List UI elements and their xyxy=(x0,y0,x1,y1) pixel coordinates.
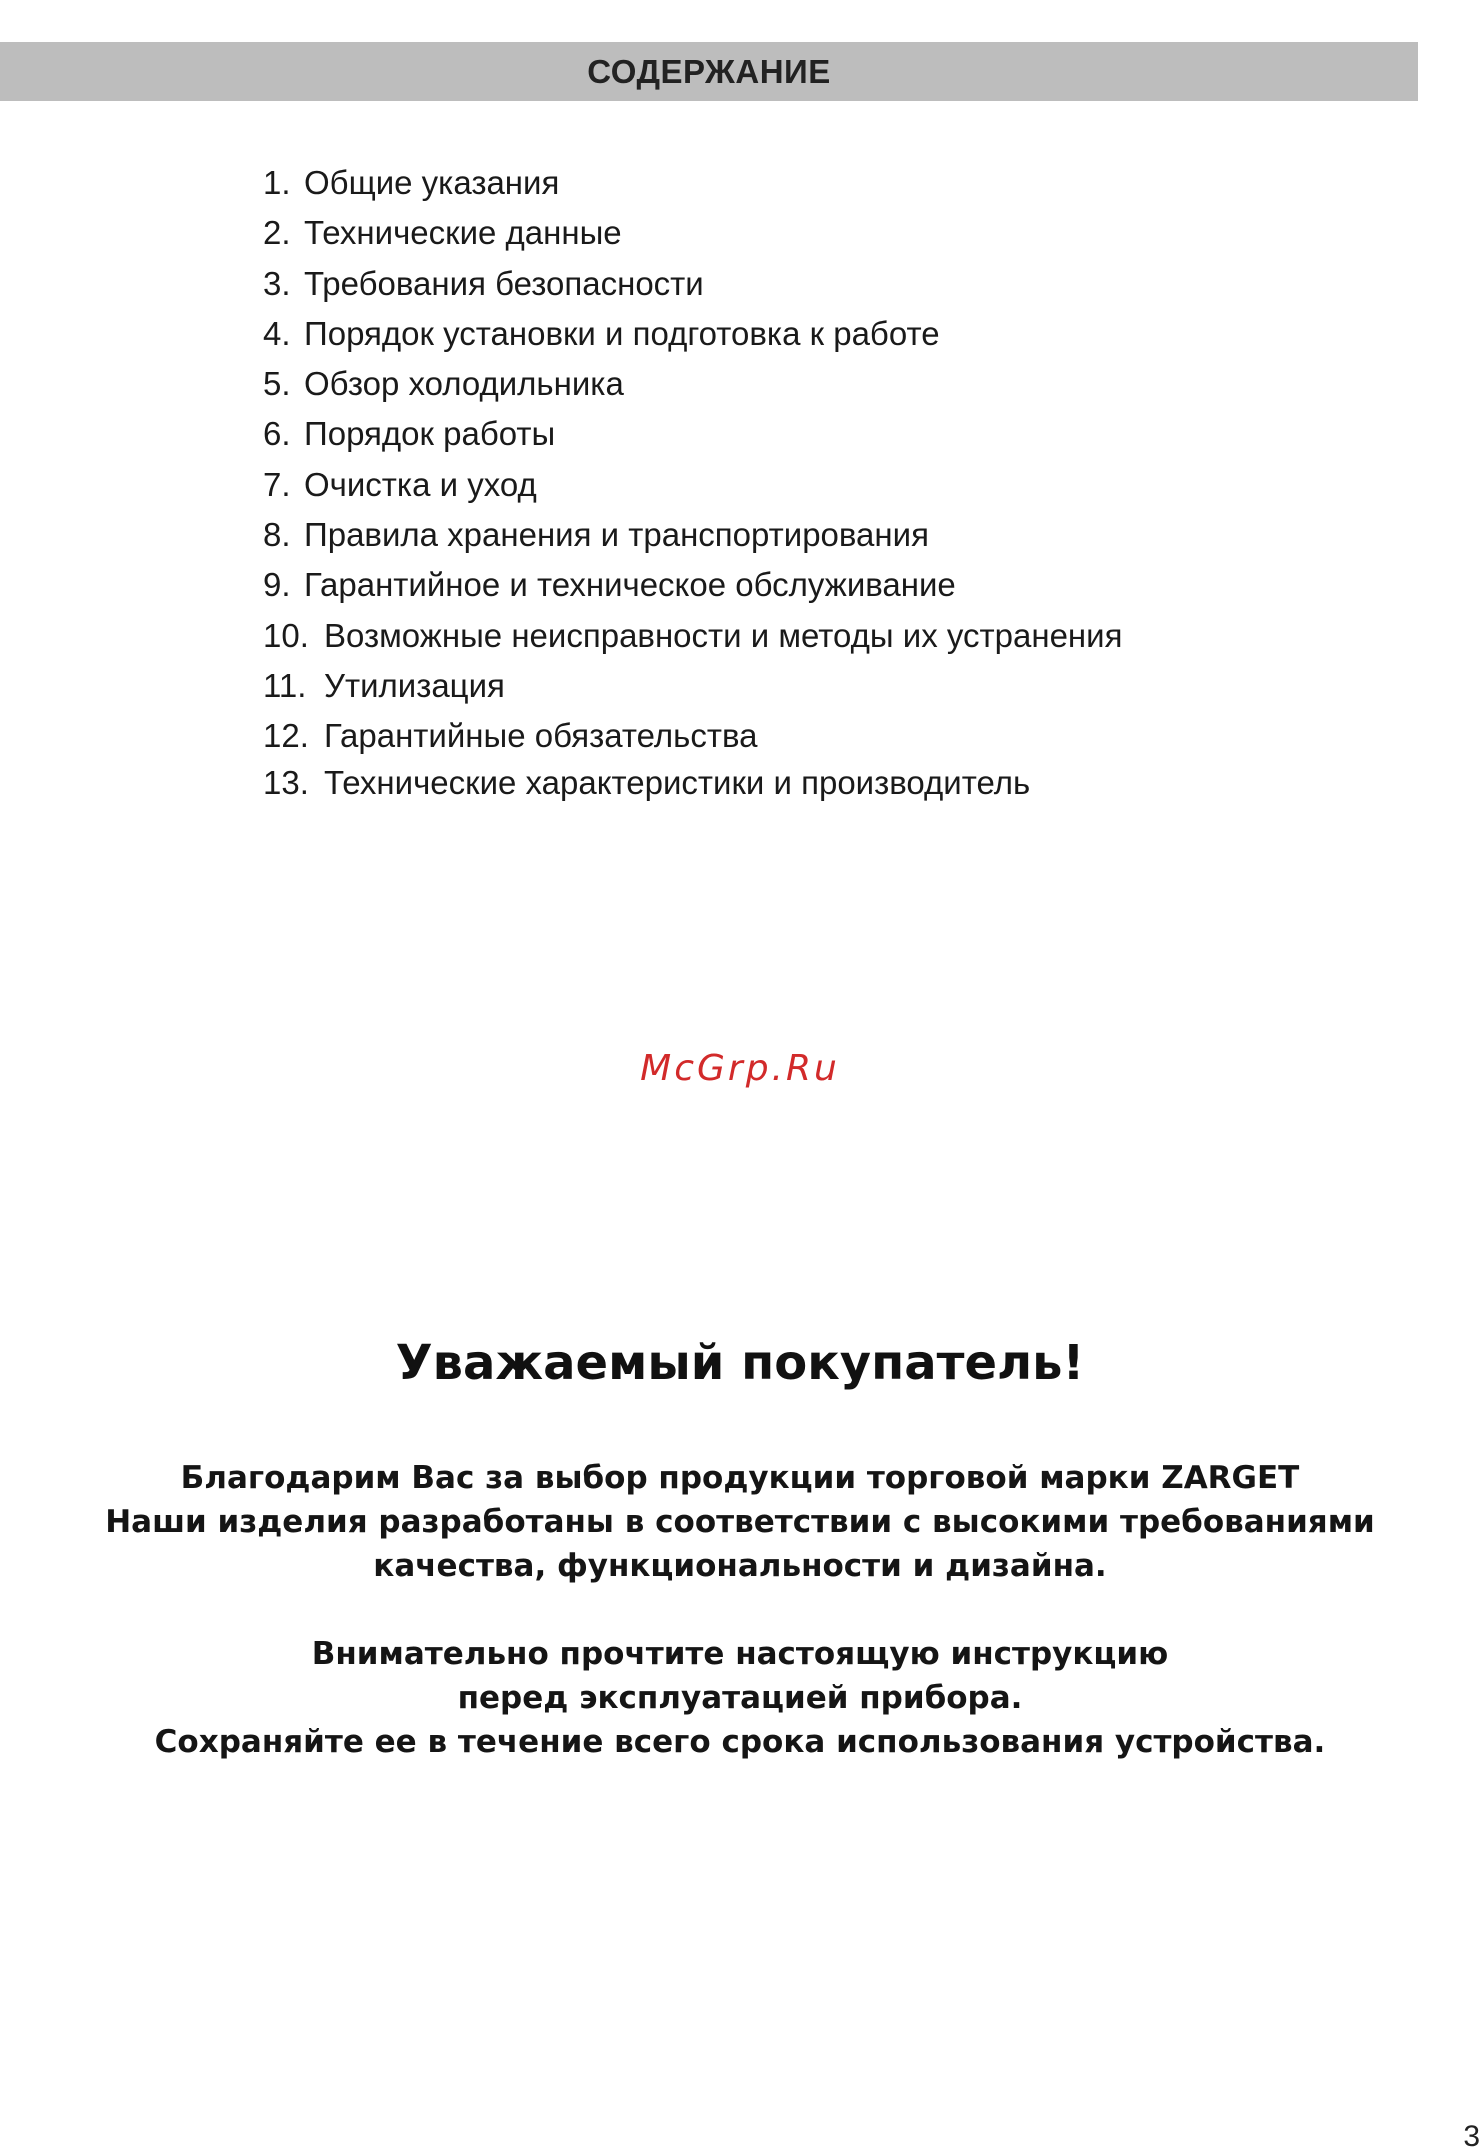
toc-item xyxy=(263,359,1122,409)
toc-item-title: Технические данные xyxy=(304,214,622,252)
toc-item-number: 4. xyxy=(263,314,291,352)
toc-item xyxy=(263,762,1122,804)
toc-item-number: 13. xyxy=(263,763,309,801)
toc-item-number: 8. xyxy=(263,516,291,554)
paragraph-line: перед эксплуатацией прибора. xyxy=(457,1680,1023,1716)
page-title: СОДЕРЖАНИЕ xyxy=(587,52,831,90)
toc-item-title: Общие указания xyxy=(304,164,560,201)
toc-item-title: Требования безопасности xyxy=(304,264,704,302)
toc-item xyxy=(263,460,1122,510)
paragraph-line: качества, функциональности и дизайна. xyxy=(373,1548,1107,1584)
toc-item-number: 7. xyxy=(263,465,291,503)
paragraph-line: Наши изделия разработаны в соответствии с высокими требованиями xyxy=(105,1504,1375,1540)
paragraph-line: Внимательно прочтите настоящую инструкцию xyxy=(311,1636,1169,1672)
toc-item-number: 10. xyxy=(263,616,309,654)
toc-item-title: Возможные неисправности и методы их устранения xyxy=(324,616,1123,654)
toc-item-title: Технические характеристики и производитель xyxy=(324,763,1031,801)
page-number: 3 xyxy=(1463,2120,1480,2153)
toc-item-title: Правила хранения и транспортирования xyxy=(304,516,929,554)
toc-item xyxy=(263,611,1122,661)
toc-item-number: 5. xyxy=(263,365,291,403)
toc-item-number: 6. xyxy=(263,415,291,453)
instructions-paragraph xyxy=(0,1632,1480,1764)
paragraph-line: Благодарим Вас за выбор продукции торговой марки ZARGET xyxy=(180,1460,1300,1496)
toc-item-number: 3. xyxy=(263,264,291,302)
toc-item xyxy=(263,560,1122,610)
thanks-paragraph xyxy=(0,1456,1480,1588)
toc-item-title: Порядок установки и подготовка к работе xyxy=(304,314,940,352)
toc-item xyxy=(263,661,1122,711)
toc-item xyxy=(263,711,1122,761)
toc-item xyxy=(263,409,1122,459)
toc-item-number: 9. xyxy=(263,566,291,604)
table-of-contents xyxy=(263,158,1122,804)
toc-item xyxy=(263,309,1122,359)
greeting-heading: Уважаемый покупатель! xyxy=(395,1335,1085,1391)
toc-item-number: 12. xyxy=(263,717,309,755)
paragraph-line: Сохраняйте ее в течение всего срока использования устройства. xyxy=(154,1724,1326,1760)
toc-item-title: Утилизация xyxy=(324,666,505,704)
toc-item xyxy=(263,208,1122,258)
toc-item xyxy=(263,510,1122,560)
section-header-bar xyxy=(0,42,1418,101)
toc-item-title: Порядок работы xyxy=(304,415,556,453)
toc-item xyxy=(263,158,1122,208)
toc-item-number: 1. xyxy=(263,164,291,201)
toc-item-number: 2. xyxy=(263,214,291,252)
toc-item-title: Гарантийное и техническое обслуживание xyxy=(304,566,956,604)
toc-item-title: Гарантийные обязательства xyxy=(324,717,758,755)
toc-item-number: 11. xyxy=(263,666,307,704)
toc-item-title: Обзор холодильника xyxy=(304,365,624,403)
watermark-text: McGrp.Ru xyxy=(640,1048,840,1089)
toc-item-title: Очистка и уход xyxy=(304,465,537,503)
toc-item xyxy=(263,259,1122,309)
